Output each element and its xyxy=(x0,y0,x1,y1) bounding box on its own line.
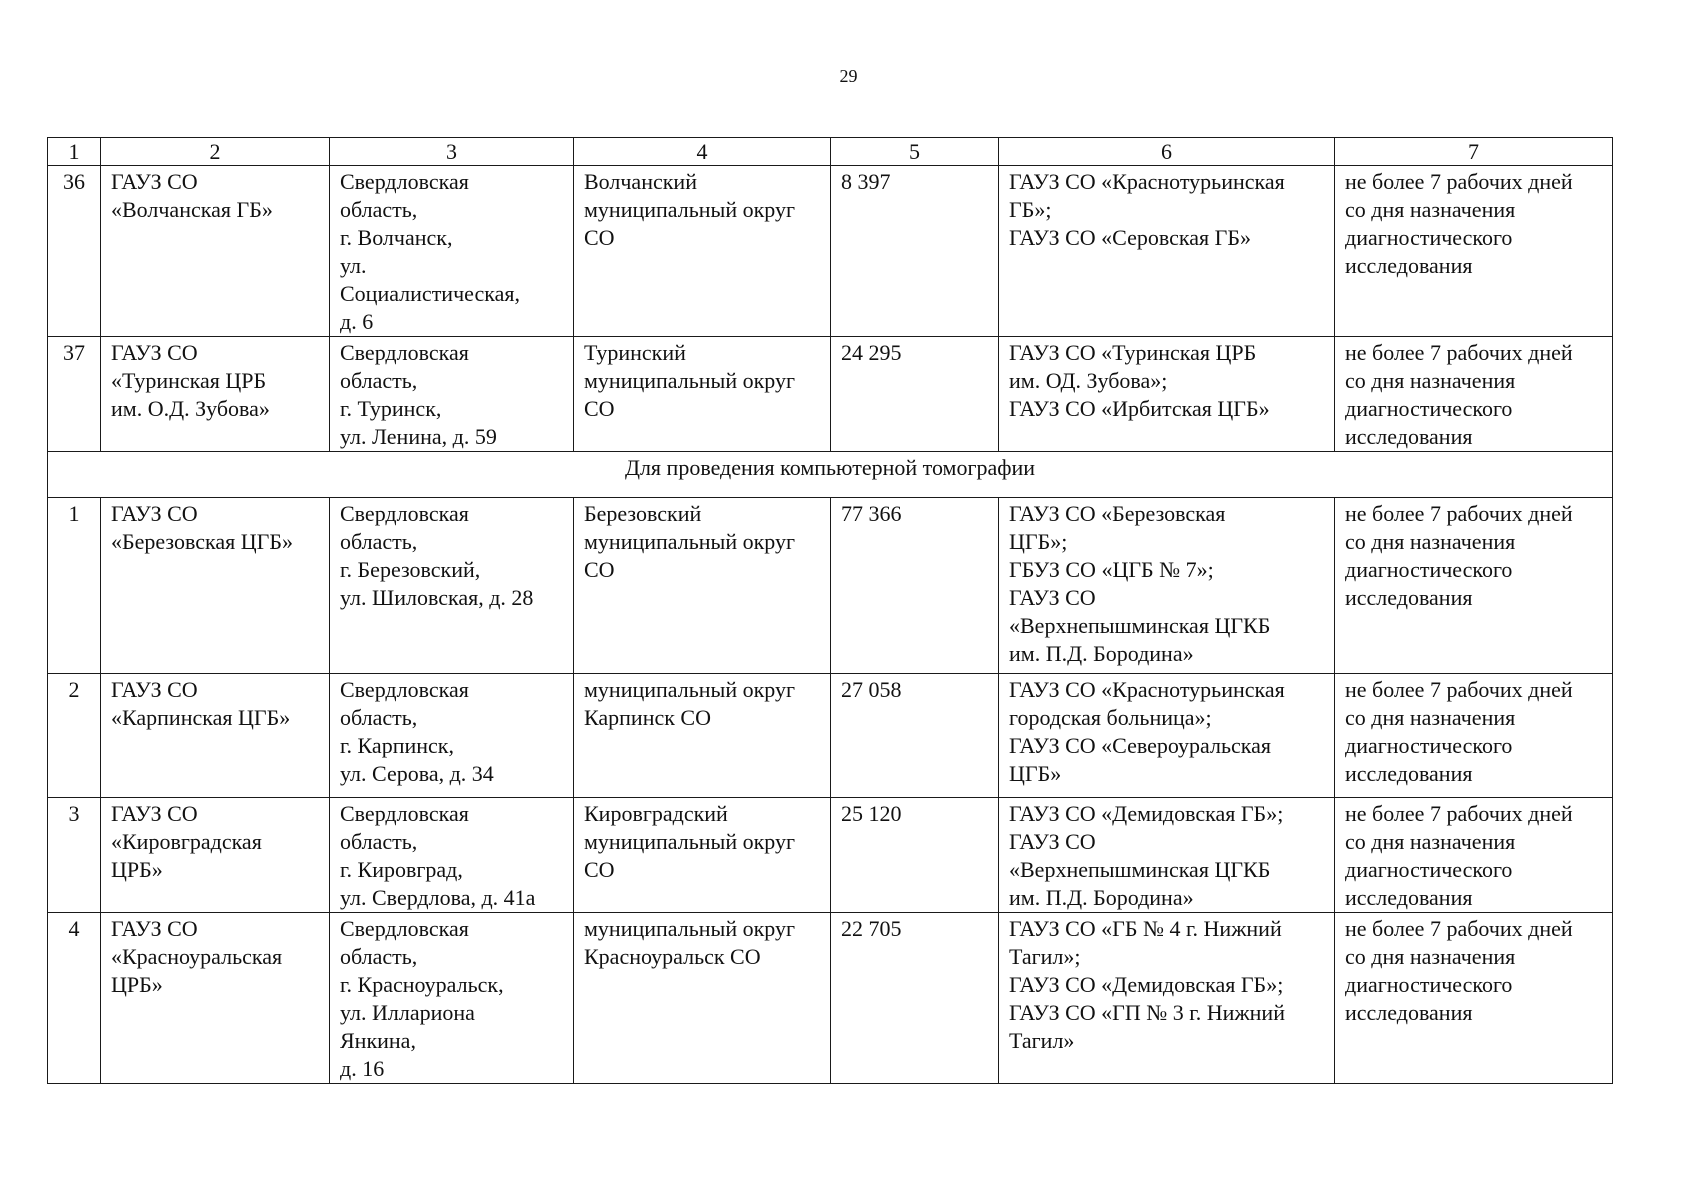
partners-cell-line: ГАУЗ СО «ГБ № 4 г. Нижний xyxy=(1009,916,1282,941)
address-cell-line: ул. Иллариона xyxy=(340,1000,475,1025)
column-header: 2 xyxy=(101,138,330,166)
address-cell xyxy=(330,337,574,452)
table-row xyxy=(48,166,1613,337)
population-cell: 77 366 xyxy=(831,498,999,674)
row-number: 4 xyxy=(48,913,101,1084)
district-cell xyxy=(574,337,831,452)
term-cell-line: исследования xyxy=(1345,424,1473,449)
term-cell-line: диагностического xyxy=(1345,733,1513,758)
term-cell xyxy=(1335,913,1613,1084)
partners-cell-line: ГБ»; xyxy=(1009,197,1052,222)
district-cell-line: муниципальный округ xyxy=(584,677,796,702)
address-cell-line: ул. xyxy=(340,253,367,278)
column-header: 7 xyxy=(1335,138,1613,166)
organization-cell-line: ЦРБ» xyxy=(111,972,163,997)
organization-cell xyxy=(101,674,330,798)
organization-cell-line: «Кировградская xyxy=(111,829,262,854)
partners-cell xyxy=(999,798,1335,913)
organization-cell xyxy=(101,166,330,337)
term-cell-line: со дня назначения xyxy=(1345,529,1516,554)
table-row xyxy=(48,498,1613,674)
term-cell xyxy=(1335,337,1613,452)
address-cell-line: Свердловская xyxy=(340,169,469,194)
partners-cell-line: «Верхнепышминская ЦГКБ xyxy=(1009,857,1271,882)
term-cell-line: не более 7 рабочих дней xyxy=(1345,169,1573,194)
term-cell-line: со дня назначения xyxy=(1345,368,1516,393)
organization-cell-line: ЦРБ» xyxy=(111,857,163,882)
address-cell-line: область, xyxy=(340,197,418,222)
population-cell: 22 705 xyxy=(831,913,999,1084)
district-cell-line: Березовский xyxy=(584,501,702,526)
organization-cell xyxy=(101,337,330,452)
term-cell xyxy=(1335,798,1613,913)
partners-cell xyxy=(999,337,1335,452)
population-cell: 8 397 xyxy=(831,166,999,337)
column-header: 6 xyxy=(999,138,1335,166)
address-cell-line: область, xyxy=(340,705,418,730)
address-cell-line: Янкина, xyxy=(340,1028,416,1053)
partners-cell-line: «Верхнепышминская ЦГКБ xyxy=(1009,613,1271,638)
district-cell-line: муниципальный округ xyxy=(584,197,796,222)
organization-cell-line: ГАУЗ СО xyxy=(111,677,198,702)
term-cell-line: диагностического xyxy=(1345,396,1513,421)
term-cell-line: диагностического xyxy=(1345,225,1513,250)
column-header-row xyxy=(48,138,1613,166)
address-cell-line: область, xyxy=(340,829,418,854)
address-cell-line: Свердловская xyxy=(340,677,469,702)
district-cell xyxy=(574,674,831,798)
address-cell-line: г. Туринск, xyxy=(340,396,442,421)
partners-cell-line: ГАУЗ СО «Демидовская ГБ»; xyxy=(1009,972,1284,997)
district-cell xyxy=(574,798,831,913)
partners-cell-line: ГАУЗ СО xyxy=(1009,585,1096,610)
partners-cell xyxy=(999,674,1335,798)
district-cell-line: СО xyxy=(584,557,615,582)
address-cell-line: Свердловская xyxy=(340,340,469,365)
address-cell-line: Социалистическая, xyxy=(340,281,520,306)
section-title: Для проведения компьютерной томографии xyxy=(48,452,1613,498)
organization-cell-line: «Туринская ЦРБ xyxy=(111,368,267,393)
term-cell-line: не более 7 рабочих дней xyxy=(1345,677,1573,702)
address-cell-line: г. Березовский, xyxy=(340,557,481,582)
partners-cell-line: ГАУЗ СО xyxy=(1009,829,1096,854)
partners-cell-line: ГАУЗ СО «Серовская ГБ» xyxy=(1009,225,1251,250)
partners-cell-line: ГАУЗ СО «Туринская ЦРБ xyxy=(1009,340,1257,365)
organization-cell xyxy=(101,913,330,1084)
organization-cell-line: ГАУЗ СО xyxy=(111,501,198,526)
table-row xyxy=(48,337,1613,452)
term-cell-line: не более 7 рабочих дней xyxy=(1345,501,1573,526)
term-cell-line: исследования xyxy=(1345,253,1473,278)
address-cell-line: Свердловская xyxy=(340,501,469,526)
term-cell xyxy=(1335,674,1613,798)
partners-cell-line: ГАУЗ СО «ГП № 3 г. Нижний xyxy=(1009,1000,1285,1025)
term-cell-line: диагностического xyxy=(1345,557,1513,582)
partners-cell-line: ГАУЗ СО «Ирбитская ЦГБ» xyxy=(1009,396,1270,421)
column-header: 1 xyxy=(48,138,101,166)
partners-cell xyxy=(999,498,1335,674)
row-number: 36 xyxy=(48,166,101,337)
row-number: 2 xyxy=(48,674,101,798)
table-row xyxy=(48,798,1613,913)
partners-cell-line: городская больница»; xyxy=(1009,705,1212,730)
partners-cell-line: ГБУЗ СО «ЦГБ № 7»; xyxy=(1009,557,1214,582)
partners-cell-line: ЦГБ» xyxy=(1009,761,1062,786)
address-cell-line: область, xyxy=(340,944,418,969)
district-cell-line: Туринский xyxy=(584,340,686,365)
facilities-table xyxy=(47,137,1613,1084)
address-cell-line: г. Волчанск, xyxy=(340,225,453,250)
district-cell-line: муниципальный округ xyxy=(584,916,796,941)
partners-cell-line: Тагил» xyxy=(1009,1028,1075,1053)
organization-cell-line: «Карпинская ЦГБ» xyxy=(111,705,291,730)
term-cell xyxy=(1335,498,1613,674)
term-cell-line: со дня назначения xyxy=(1345,705,1516,730)
address-cell-line: ул. Серова, д. 34 xyxy=(340,761,494,786)
organization-cell-line: им. О.Д. Зубова» xyxy=(111,396,270,421)
organization-cell-line: «Березовская ЦГБ» xyxy=(111,529,293,554)
organization-cell-line: ГАУЗ СО xyxy=(111,169,198,194)
partners-cell-line: ГАУЗ СО «Краснотурьинская xyxy=(1009,169,1285,194)
address-cell-line: область, xyxy=(340,529,418,554)
district-cell xyxy=(574,166,831,337)
table-row xyxy=(48,674,1613,798)
address-cell-line: Свердловская xyxy=(340,916,469,941)
organization-cell xyxy=(101,498,330,674)
district-cell-line: СО xyxy=(584,225,615,250)
address-cell-line: д. 16 xyxy=(340,1056,385,1081)
partners-cell-line: ГАУЗ СО «Демидовская ГБ»; xyxy=(1009,801,1284,826)
column-header: 4 xyxy=(574,138,831,166)
address-cell-line: ул. Ленина, д. 59 xyxy=(340,424,497,449)
organization-cell-line: ГАУЗ СО xyxy=(111,916,198,941)
section-row xyxy=(48,452,1613,498)
district-cell-line: муниципальный округ xyxy=(584,368,796,393)
organization-cell-line: ГАУЗ СО xyxy=(111,801,198,826)
term-cell-line: со дня назначения xyxy=(1345,829,1516,854)
term-cell-line: исследования xyxy=(1345,761,1473,786)
row-number: 37 xyxy=(48,337,101,452)
term-cell xyxy=(1335,166,1613,337)
partners-cell-line: ГАУЗ СО «Березовская xyxy=(1009,501,1226,526)
address-cell xyxy=(330,674,574,798)
table-body xyxy=(48,138,1613,1084)
partners-cell-line: им. П.Д. Бородина» xyxy=(1009,885,1194,910)
page-number: 29 xyxy=(839,66,858,86)
partners-cell-line: им. ОД. Зубова»; xyxy=(1009,368,1168,393)
district-cell-line: муниципальный округ xyxy=(584,829,796,854)
term-cell-line: исследования xyxy=(1345,585,1473,610)
district-cell xyxy=(574,498,831,674)
term-cell-line: со дня назначения xyxy=(1345,197,1516,222)
address-cell-line: ул. Шиловская, д. 28 xyxy=(340,585,534,610)
table-row xyxy=(48,913,1613,1084)
term-cell-line: диагностического xyxy=(1345,972,1513,997)
term-cell-line: исследования xyxy=(1345,885,1473,910)
address-cell-line: г. Красноуральск, xyxy=(340,972,504,997)
address-cell xyxy=(330,913,574,1084)
organization-cell-line: ГАУЗ СО xyxy=(111,340,198,365)
district-cell-line: Карпинск СО xyxy=(584,705,711,730)
district-cell-line: СО xyxy=(584,396,615,421)
address-cell xyxy=(330,166,574,337)
address-cell-line: Свердловская xyxy=(340,801,469,826)
population-cell: 27 058 xyxy=(831,674,999,798)
term-cell-line: со дня назначения xyxy=(1345,944,1516,969)
address-cell-line: область, xyxy=(340,368,418,393)
partners-cell-line: им. П.Д. Бородина» xyxy=(1009,641,1194,666)
row-number: 1 xyxy=(48,498,101,674)
address-cell-line: д. 6 xyxy=(340,309,374,334)
district-cell-line: Красноуральск СО xyxy=(584,944,761,969)
district-cell-line: Кировградский xyxy=(584,801,728,826)
address-cell xyxy=(330,498,574,674)
term-cell-line: не более 7 рабочих дней xyxy=(1345,801,1573,826)
organization-cell-line: «Красноуральская xyxy=(111,944,283,969)
organization-cell-line: «Волчанская ГБ» xyxy=(111,197,273,222)
term-cell-line: исследования xyxy=(1345,1000,1473,1025)
address-cell-line: ул. Свердлова, д. 41а xyxy=(340,885,536,910)
address-cell-line: г. Карпинск, xyxy=(340,733,454,758)
partners-cell-line: Тагил»; xyxy=(1009,944,1081,969)
address-cell-line: г. Кировград, xyxy=(340,857,463,882)
district-cell-line: СО xyxy=(584,857,615,882)
term-cell-line: диагностического xyxy=(1345,857,1513,882)
partners-cell-line: ГАУЗ СО «Краснотурьинская xyxy=(1009,677,1285,702)
column-header: 5 xyxy=(831,138,999,166)
partners-cell xyxy=(999,913,1335,1084)
term-cell-line: не более 7 рабочих дней xyxy=(1345,916,1573,941)
partners-cell-line: ЦГБ»; xyxy=(1009,529,1068,554)
term-cell-line: не более 7 рабочих дней xyxy=(1345,340,1573,365)
population-cell: 25 120 xyxy=(831,798,999,913)
district-cell xyxy=(574,913,831,1084)
row-number: 3 xyxy=(48,798,101,913)
district-cell-line: Волчанский xyxy=(584,169,697,194)
address-cell xyxy=(330,798,574,913)
district-cell-line: муниципальный округ xyxy=(584,529,796,554)
partners-cell xyxy=(999,166,1335,337)
partners-cell-line: ГАУЗ СО «Североуральская xyxy=(1009,733,1272,758)
population-cell: 24 295 xyxy=(831,337,999,452)
organization-cell xyxy=(101,798,330,913)
column-header: 3 xyxy=(330,138,574,166)
